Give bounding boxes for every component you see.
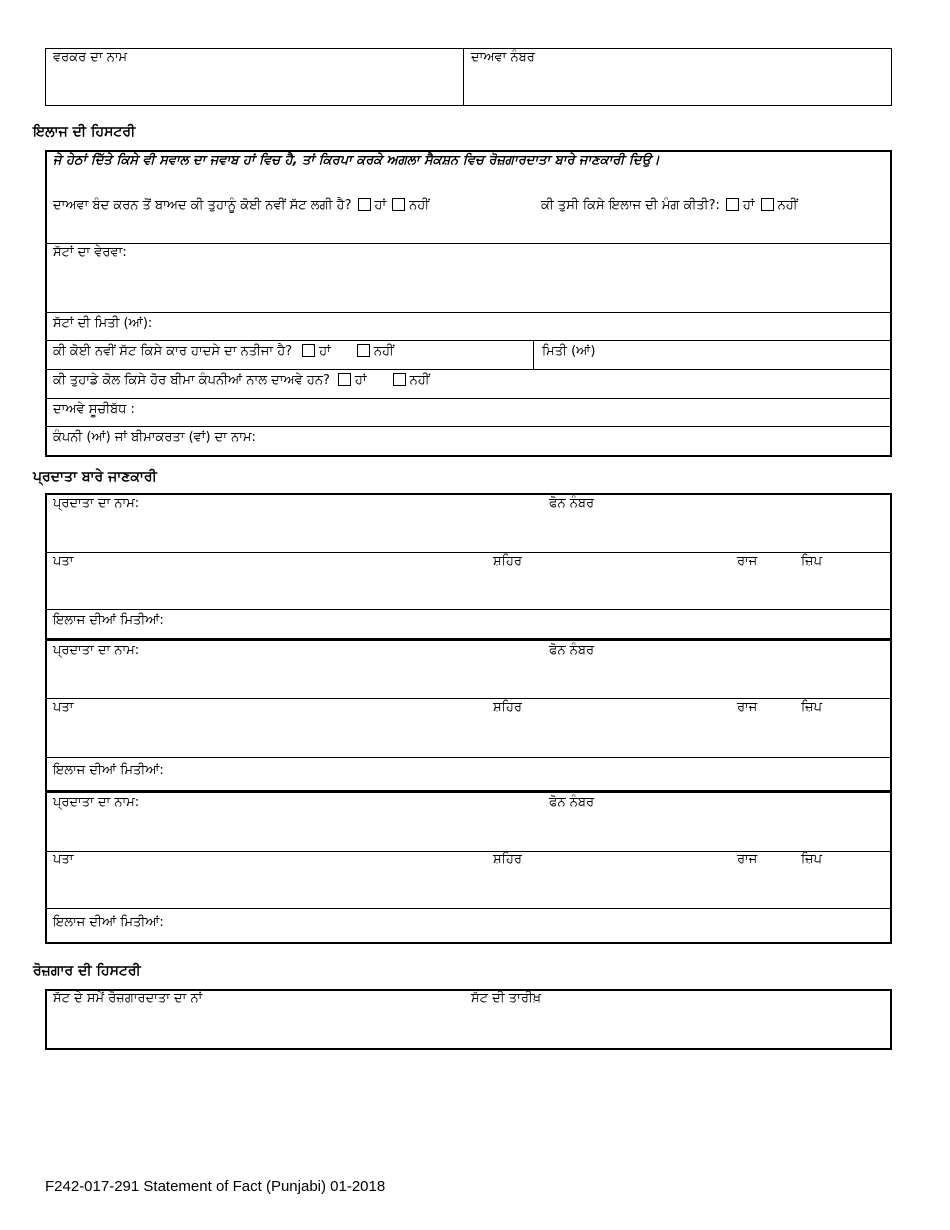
provider-state-label: ਰਾਜ [737,554,758,569]
sought-treatment-no-checkbox[interactable] [761,198,774,211]
new-injury-question-text: ਦਾਅਵਾ ਬੰਦ ਕਰਨ ਤੋਂ ਬਾਅਦ ਕੀ ਤੁਹਾਨੂੰ ਕੋਈ ਨਵੀਂ ਸੱਟ ਲਗੀ ਹੈ? [53,198,352,213]
provider-state-label: ਰਾਜ [737,700,758,715]
new-injury-yes-checkbox[interactable] [358,198,371,211]
provider-info-title: ਪ੍ਰਦਾਤਾ ਬਾਰੇ ਜਾਣਕਾਰੀ [33,469,157,485]
employment-history-title: ਰੋਜ਼ਗਾਰ ਦੀ ਹਿਸਟਰੀ [33,963,141,979]
injury-date-label: ਸੱਟ ਦੀ ਤਾਰੀਖ਼ [471,991,542,1006]
worker-name-label: ਵਰਕਰ ਦਾ ਨਾਮ [53,50,128,65]
sought-treatment-question [541,198,798,214]
treatment-dates-label: ਇਲਾਜ ਦੀਆਂ ਮਿਤੀਆਂ: [53,613,164,628]
divider [46,243,891,244]
provider-name-label: ਪ੍ਰਦਾਤਾ ਦਾ ਨਾਮ: [53,643,140,658]
treatment-dates-label: ਇਲਾਜ ਦੀਆਂ ਮਿਤੀਆਂ: [53,763,164,778]
employer-name-label: ਸੱਟ ਦੇ ਸਮੇਂ ਰੋਜ਼ਗਾਰਦਾਤਾ ਦਾ ਨਾਂ [53,991,203,1006]
worker-name-input[interactable] [47,68,461,104]
divider [46,757,891,758]
provider-name-label: ਪ੍ਰਦਾਤਾ ਦਾ ਨਾਮ: [53,496,140,511]
divider [46,426,891,427]
divider [46,369,891,370]
claims-list-label: ਦਾਅਵੇ ਸੂਚੀਬੱਧ : [53,402,135,417]
injury-dates-label: ਸੱਟਾਂ ਦੀ ਮਿਤੀ (ਆਂ): [53,316,153,331]
other-insurance-no-checkbox[interactable] [393,373,406,386]
claim-number-label: ਦਾਅਵਾ ਨੰਬਰ [471,50,535,65]
treatment-dates-label: ਇਲਾਜ ਦੀਆਂ ਮਿਤੀਆਂ: [53,915,164,930]
employer-input[interactable] [47,1010,890,1048]
no-label: ਨਹੀਂ [777,198,798,213]
provider-zip-label: ਜ਼ਿਪ [801,700,823,715]
provider-zip-label: ਜ਼ਿਪ [801,852,823,867]
other-insurance-yes-checkbox[interactable] [338,373,351,386]
divider [46,851,891,852]
provider-city-label: ਸ਼ਹਿਰ [493,700,522,715]
divider [46,552,891,553]
no-label: ਨਹੀਂ [373,344,394,359]
other-insurance-question [53,373,430,389]
yes-label: ਹਾਂ [319,344,331,359]
car-accident-no-checkbox[interactable] [357,344,370,357]
new-injury-question [53,198,429,214]
divider [46,312,891,313]
sought-treatment-yes-checkbox[interactable] [726,198,739,211]
yes-label: ਹਾਂ [354,373,367,388]
yes-label: ਹਾਂ [742,198,755,213]
divider [46,638,891,641]
injury-description-input[interactable] [47,262,890,311]
divider [46,609,891,610]
provider-address-label: ਪਤਾ [53,852,74,867]
provider-address-label: ਪਤਾ [53,554,74,569]
divider [533,340,534,369]
provider-city-label: ਸ਼ਹਿਰ [493,852,522,867]
provider-address-label: ਪਤਾ [53,700,74,715]
claim-number-input[interactable] [465,68,890,104]
provider-city-label: ਸ਼ਹਿਰ [493,554,522,569]
form-id-footer: F242-017-291 Statement of Fact (Punjabi) 01-2018 [45,1178,386,1195]
provider-state-label: ਰਾਜ [737,852,758,867]
provider-phone-label: ਫੋਨ ਨੰਬਰ [549,795,595,810]
car-accident-question-text: ਕੀ ਕੋਈ ਨਵੀਂ ਸੱਟ ਕਿਸੇ ਕਾਰ ਹਾਦਸੇ ਦਾ ਨਤੀਜਾ ਹੈ? [53,344,293,359]
provider-phone-label: ਫੋਨ ਨੰਬਰ [549,643,595,658]
accident-date-label: ਮਿਤੀ (ਆਂ) [542,344,596,359]
treatment-note: ਜੇ ਹੇਠਾਂ ਦਿੱਤੇ ਕਿਸੇ ਵੀ ਸਵਾਲ ਦਾ ਜਵਾਬ ਹਾਂ ਵਿਚ ਹੈ, ਤਾਂ ਕਿਰਪਾ ਕਰਕੇ ਅਗਲਾ ਸੈਕਸ਼ਨ ਵਿਚ ਰੋਜ਼ਗਾਰਦਾਤਾ ਬਾਰੇ ਜਾਣਕਾਰੀ ਦਿਉ। [53,153,660,168]
injury-description-label: ਸੱਟਾਂ ਦਾ ਵੇਰਵਾ: [53,245,127,260]
sought-treatment-question-text: ਕੀ ਤੁਸੀ ਕਿਸੇ ਇਲਾਜ ਦੀ ਮੰਗ ਕੀਤੀ?: [541,198,720,213]
car-accident-yes-checkbox[interactable] [302,344,315,357]
divider [46,908,891,909]
other-insurance-question-text: ਕੀ ਤੁਹਾਡੇ ਕੋਲ ਕਿਸੇ ਹੋਰ ਬੀਮਾ ਕੰਪਨੀਆਂ ਨਾਲ ਦਾਅਵੇ ਹਨ? [53,373,330,388]
provider-zip-label: ਜ਼ਿਪ [801,554,823,569]
company-name-label: ਕੰਪਨੀ (ਆਂ) ਜਾਂ ਬੀਮਾਕਰਤਾ (ਵਾਂ) ਦਾ ਨਾਮ: [53,430,256,445]
provider-phone-label: ਫੋਨ ਨੰਬਰ [549,496,595,511]
divider [46,398,891,399]
new-injury-no-checkbox[interactable] [392,198,405,211]
divider [46,790,891,793]
divider [46,340,891,341]
no-label: ਨਹੀਂ [409,198,430,213]
provider-info-box [45,493,892,944]
car-accident-question [53,344,394,360]
treatment-history-title: ਇਲਾਜ ਦੀ ਹਿਸਟਰੀ [33,124,136,140]
divider [46,698,891,699]
divider [463,48,464,106]
no-label: ਨਹੀਂ [409,373,430,388]
provider-name-label: ਪ੍ਰਦਾਤਾ ਦਾ ਨਾਮ: [53,795,140,810]
yes-label: ਹਾਂ [374,198,387,213]
